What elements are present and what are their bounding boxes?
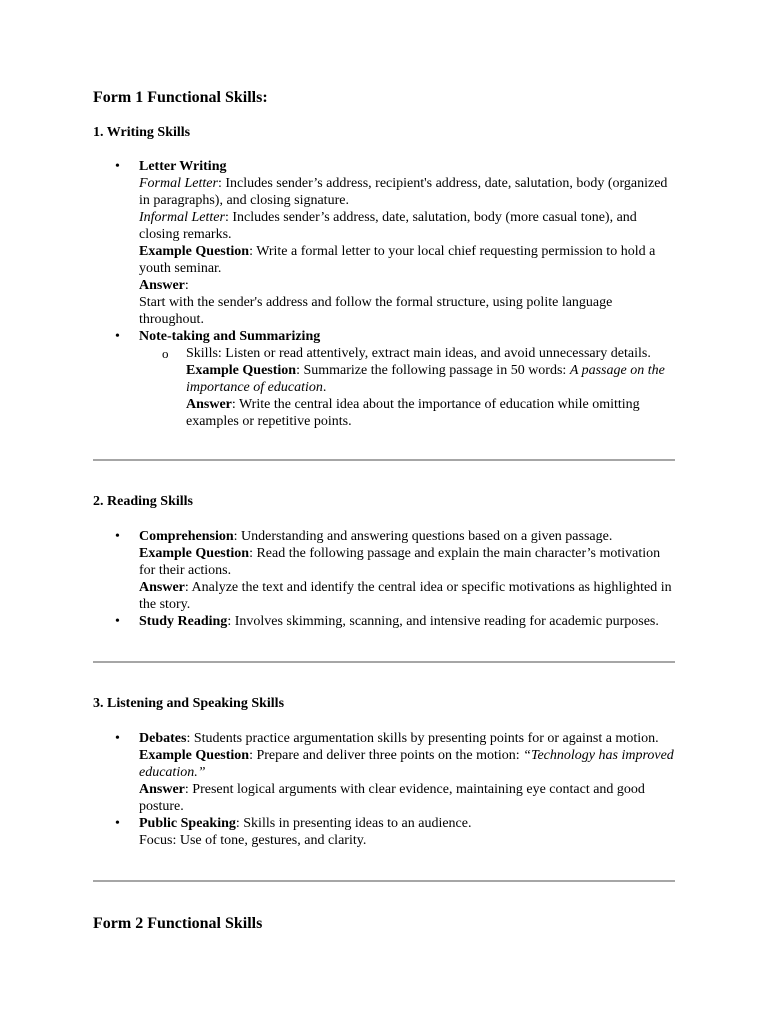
list-item-letter-writing [93,158,675,328]
bullet-icon: • [115,159,120,174]
writing-skills-heading: 1. Writing Skills [93,125,191,140]
public-speaking-line: Public Speaking: Skills in presenting ideas to an audience. [139,816,472,831]
reading-skills-list [93,528,675,630]
form2-title: Form 2 Functional Skills [93,915,263,932]
public-speaking-focus: Focus: Use of tone, gestures, and clarity. [139,833,367,848]
comprehension-line: Comprehension: Understanding and answering questions based on a given passage. [139,529,613,544]
comprehension-example-question: Example Question: Read the following passage and explain the main character’s motivation for their actions. [139,546,661,578]
section-divider [93,459,675,461]
debates-answer: Answer: Present logical arguments with clear evidence, maintaining eye contact and good posture. [139,782,645,814]
notes-skills-text: Skills: Listen or read attentively, extract main ideas, and avoid unnecessary details. [186,346,651,361]
informal-letter-line: Informal Letter: Includes sender’s address, date, salutation, body (more casual tone), and closing remarks. [139,210,637,242]
study-reading-line: Study Reading: Involves skimming, scanning, and intensive reading for academic purposes. [139,614,659,629]
listening-speaking-heading: 3. Listening and Speaking Skills [93,696,285,711]
listening-speaking-list [93,730,675,849]
letter-answer-label: Answer: [139,278,189,293]
section-divider [93,880,675,882]
note-taking-title: Note-taking and Summarizing [139,329,321,344]
bullet-icon: • [115,329,120,344]
form1-title: Form 1 Functional Skills: [93,89,268,106]
debates-line: Debates: Students practice argumentation skills by presenting points for or against a motion. [139,731,659,746]
bullet-icon: • [115,529,120,544]
notes-answer: Answer: Write the central idea about the importance of education while omitting examples or repetitive points. [186,397,640,429]
bullet-icon: • [115,614,120,629]
debates-example-question: Example Question: Prepare and deliver three points on the motion: “Technology has improved education.” [139,748,674,780]
list-item-debates [93,730,675,815]
comprehension-answer: Answer: Analyze the text and identify the central idea or specific motivations as highlighted in the story. [139,580,672,612]
letter-answer-text: Start with the sender's address and follow the formal structure, using polite language throughout. [139,295,613,327]
sub-list-item-skills [93,345,675,430]
formal-letter-line: Formal Letter: Includes sender’s address, recipient's address, date, salutation, body (organized in paragraphs), and closing signature. [139,176,668,208]
letter-example-question: Example Question: Write a formal letter to your local chief requesting permission to hold a youth seminar. [139,244,656,276]
notes-example-question: Example Question: Summarize the following passage in 50 words: A passage on the importance of education. [186,363,665,395]
list-item-note-taking [93,328,675,430]
writing-skills-list [93,158,675,430]
reading-skills-heading: 2. Reading Skills [93,494,193,509]
list-item-public-speaking [93,815,675,849]
bullet-icon: • [115,731,120,746]
list-item-study-reading [93,613,675,630]
section-divider [93,661,675,663]
letter-writing-title: Letter Writing [139,159,227,174]
sub-bullet-icon: o [162,346,169,361]
list-item-comprehension [93,528,675,613]
bullet-icon: • [115,816,120,831]
